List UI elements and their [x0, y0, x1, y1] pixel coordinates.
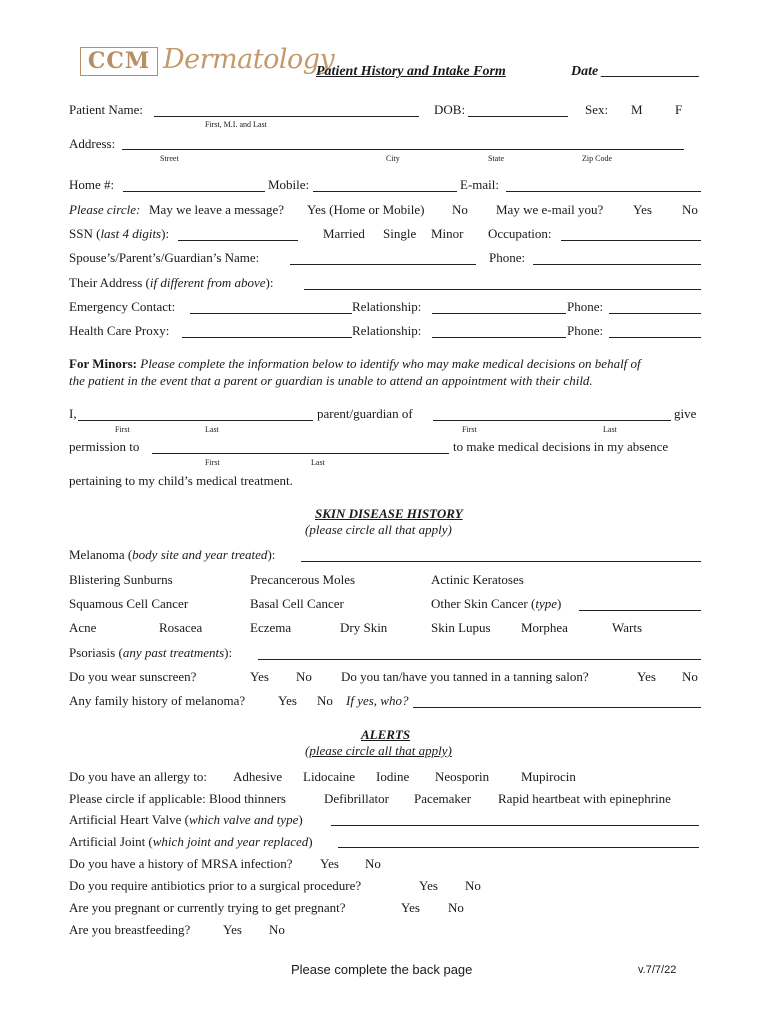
family-history-no[interactable]: No	[317, 693, 333, 708]
warts-option[interactable]: Warts	[612, 620, 642, 635]
mrsa-question: Do you have a history of MRSA infection?	[69, 856, 293, 871]
morphea-option[interactable]: Morphea	[521, 620, 568, 635]
tanning-yes[interactable]: Yes	[637, 669, 656, 684]
proxy-field[interactable]	[182, 337, 352, 338]
date-field[interactable]: Date ______________	[571, 64, 700, 79]
leave-message-question: May we leave a message?	[149, 202, 284, 217]
street-hint: Street	[160, 154, 179, 163]
ssn-field[interactable]	[178, 240, 298, 241]
alerts-subtitle: (please circle all that apply)	[305, 743, 452, 758]
actinic-option[interactable]: Actinic Keratoses	[431, 572, 524, 587]
emergency-phone-label: Phone:	[567, 299, 604, 314]
family-history-yes[interactable]: Yes	[278, 693, 297, 708]
mrsa-yes[interactable]: Yes	[320, 856, 339, 871]
melanoma-label: Melanoma (body site and year treated):	[69, 547, 276, 562]
sex-m-option[interactable]: M	[631, 102, 643, 117]
permission-first-hint: First	[205, 458, 220, 467]
breastfeeding-question: Are you breastfeeding?	[69, 922, 191, 937]
give-label: give	[674, 406, 697, 421]
breastfeeding-no[interactable]: No	[269, 922, 285, 937]
pacemaker-option[interactable]: Pacemaker	[414, 791, 472, 806]
spouse-label: Spouse’s/Parent’s/Guardian’s Name:	[69, 250, 260, 265]
mupirocin-option[interactable]: Mupirocin	[521, 769, 576, 784]
blistering-option[interactable]: Blistering Sunburns	[69, 572, 173, 587]
emergency-contact-field[interactable]	[190, 313, 352, 314]
dry-skin-option[interactable]: Dry Skin	[340, 620, 388, 635]
email-yes[interactable]: Yes	[633, 202, 652, 217]
mobile-label: Mobile:	[268, 177, 310, 192]
their-address-label: Their Address (if different from above):	[69, 275, 274, 290]
home-field[interactable]	[123, 191, 265, 192]
pertaining-label: pertaining to my child’s medical treatment.	[69, 473, 293, 488]
patient-name-field[interactable]	[154, 116, 419, 117]
if-yes-who-field[interactable]	[413, 707, 701, 708]
alerts-title: ALERTS	[361, 727, 411, 742]
minors-text-line2: the patient in the event that a parent or guardian is unable to attend an appointment with their child.	[69, 373, 593, 388]
precancerous-option[interactable]: Precancerous Moles	[250, 572, 356, 587]
logo-ccm: CCM	[80, 47, 158, 76]
sex-f-option[interactable]: F	[675, 102, 683, 117]
acne-option[interactable]: Acne	[69, 620, 97, 635]
sunscreen-yes[interactable]: Yes	[250, 669, 269, 684]
skin-history-title: SKIN DISEASE HISTORY	[315, 506, 463, 521]
city-hint: City	[386, 154, 400, 163]
defibrillator-option[interactable]: Defibrillator	[324, 791, 389, 806]
child-name-field[interactable]	[433, 420, 671, 421]
guardian-last-hint: Last	[205, 425, 219, 434]
proxy-relationship-field[interactable]	[432, 337, 566, 338]
emergency-relationship-label: Relationship:	[352, 299, 422, 314]
dob-field[interactable]	[468, 116, 568, 117]
artificial-joint-field[interactable]	[338, 847, 699, 848]
proxy-relationship-label: Relationship:	[352, 323, 422, 338]
email-no[interactable]: No	[682, 202, 698, 217]
address-field[interactable]	[122, 149, 684, 150]
sex-label: Sex:	[585, 102, 609, 117]
antibiotics-question: Do you require antibiotics prior to a surgical procedure?	[69, 878, 362, 893]
i-label: I,	[69, 406, 77, 421]
dob-label: DOB:	[434, 102, 466, 117]
guardian-name-field[interactable]	[78, 420, 313, 421]
psoriasis-field[interactable]	[258, 659, 701, 660]
single-option[interactable]: Single	[383, 226, 417, 241]
other-skin-cancer-label: Other Skin Cancer (type)	[431, 596, 562, 611]
patient-name-hint: First, M.I. and Last	[205, 120, 267, 129]
proxy-phone-label: Phone:	[567, 323, 604, 338]
pregnant-yes[interactable]: Yes	[401, 900, 420, 915]
pregnant-no[interactable]: No	[448, 900, 464, 915]
occupation-field[interactable]	[561, 240, 701, 241]
leave-message-no[interactable]: No	[452, 202, 468, 217]
occupation-label: Occupation:	[488, 226, 552, 241]
sunscreen-question: Do you wear sunscreen?	[69, 669, 197, 684]
psoriasis-label: Psoriasis (any past treatments):	[69, 645, 233, 660]
state-hint: State	[488, 154, 504, 163]
married-option[interactable]: Married	[323, 226, 365, 241]
antibiotics-no[interactable]: No	[465, 878, 481, 893]
rosacea-option[interactable]: Rosacea	[159, 620, 203, 635]
ssn-label: SSN (last 4 digits):	[69, 226, 170, 241]
basal-option[interactable]: Basal Cell Cancer	[250, 596, 344, 611]
rapid-heartbeat-option[interactable]: Rapid heartbeat with epinephrine	[498, 791, 671, 806]
logo-dermatology: Dermatology	[163, 44, 335, 75]
skin-lupus-option[interactable]: Skin Lupus	[431, 620, 491, 635]
minor-option[interactable]: Minor	[431, 226, 464, 241]
email-question: May we e-mail you?	[496, 202, 604, 217]
child-last-hint: Last	[603, 425, 617, 434]
emergency-relationship-field[interactable]	[432, 313, 566, 314]
emergency-contact-label: Emergency Contact:	[69, 299, 176, 314]
spouse-phone-label: Phone:	[489, 250, 526, 265]
family-history-question: Any family history of melanoma?	[69, 693, 246, 708]
email-label: E-mail:	[460, 177, 499, 192]
permission-name-field[interactable]	[152, 453, 449, 454]
heart-valve-field[interactable]	[331, 825, 699, 826]
permission-to-label: permission to	[69, 439, 140, 454]
patient-name-label: Patient Name:	[69, 102, 144, 117]
skin-history-subtitle: (please circle all that apply)	[305, 522, 452, 537]
tanning-no[interactable]: No	[682, 669, 698, 684]
pregnant-question: Are you pregnant or currently trying to get pregnant?	[69, 900, 346, 915]
iodine-option[interactable]: Iodine	[376, 769, 410, 784]
applicable-blood-thinners[interactable]: Please circle if applicable: Blood thinners	[69, 791, 286, 806]
adhesive-option[interactable]: Adhesive	[233, 769, 283, 784]
decisions-label: to make medical decisions in my absence	[453, 439, 669, 454]
lidocaine-option[interactable]: Lidocaine	[303, 769, 355, 784]
mrsa-no[interactable]: No	[365, 856, 381, 871]
their-address-field[interactable]	[304, 289, 701, 290]
mobile-field[interactable]	[313, 191, 457, 192]
spouse-field[interactable]	[290, 264, 476, 265]
if-yes-who-label: If yes, who?	[346, 693, 409, 708]
home-label: Home #:	[69, 177, 115, 192]
squamous-option[interactable]: Squamous Cell Cancer	[69, 596, 189, 611]
minors-text-line1: For Minors: Please complete the information below to identify who may make medical decisions on behalf of	[69, 356, 641, 371]
heart-valve-label: Artificial Heart Valve (which valve and type)	[69, 812, 303, 827]
home-mobile-option[interactable]: Yes (Home or Mobile)	[307, 202, 425, 217]
guardian-first-hint: First	[115, 425, 130, 434]
antibiotics-yes[interactable]: Yes	[419, 878, 438, 893]
tanning-question: Do you tan/have you tanned in a tanning salon?	[341, 669, 589, 684]
neosporin-option[interactable]: Neosporin	[435, 769, 490, 784]
proxy-label: Health Care Proxy:	[69, 323, 170, 338]
emergency-phone-field[interactable]	[609, 313, 701, 314]
child-first-hint: First	[462, 425, 477, 434]
version-label: v.7/7/22	[638, 964, 677, 976]
artificial-joint-label: Artificial Joint (which joint and year replaced)	[69, 834, 313, 849]
breastfeeding-yes[interactable]: Yes	[223, 922, 242, 937]
email-field[interactable]	[506, 191, 701, 192]
other-skin-cancer-field[interactable]	[579, 610, 701, 611]
please-circle-label: Please circle:	[69, 202, 141, 217]
proxy-phone-field[interactable]	[609, 337, 701, 338]
sunscreen-no[interactable]: No	[296, 669, 312, 684]
back-page-note: Please complete the back page	[291, 962, 473, 977]
parent-of-label: parent/guardian of	[317, 406, 413, 421]
address-label: Address:	[69, 136, 116, 151]
allergy-question: Do you have an allergy to:	[69, 769, 208, 784]
permission-last-hint: Last	[311, 458, 325, 467]
zip-hint: Zip Code	[582, 154, 612, 163]
spouse-phone-field[interactable]	[533, 264, 701, 265]
melanoma-field[interactable]	[301, 561, 701, 562]
form-title: Patient History and Intake Form	[316, 64, 506, 79]
eczema-option[interactable]: Eczema	[250, 620, 292, 635]
